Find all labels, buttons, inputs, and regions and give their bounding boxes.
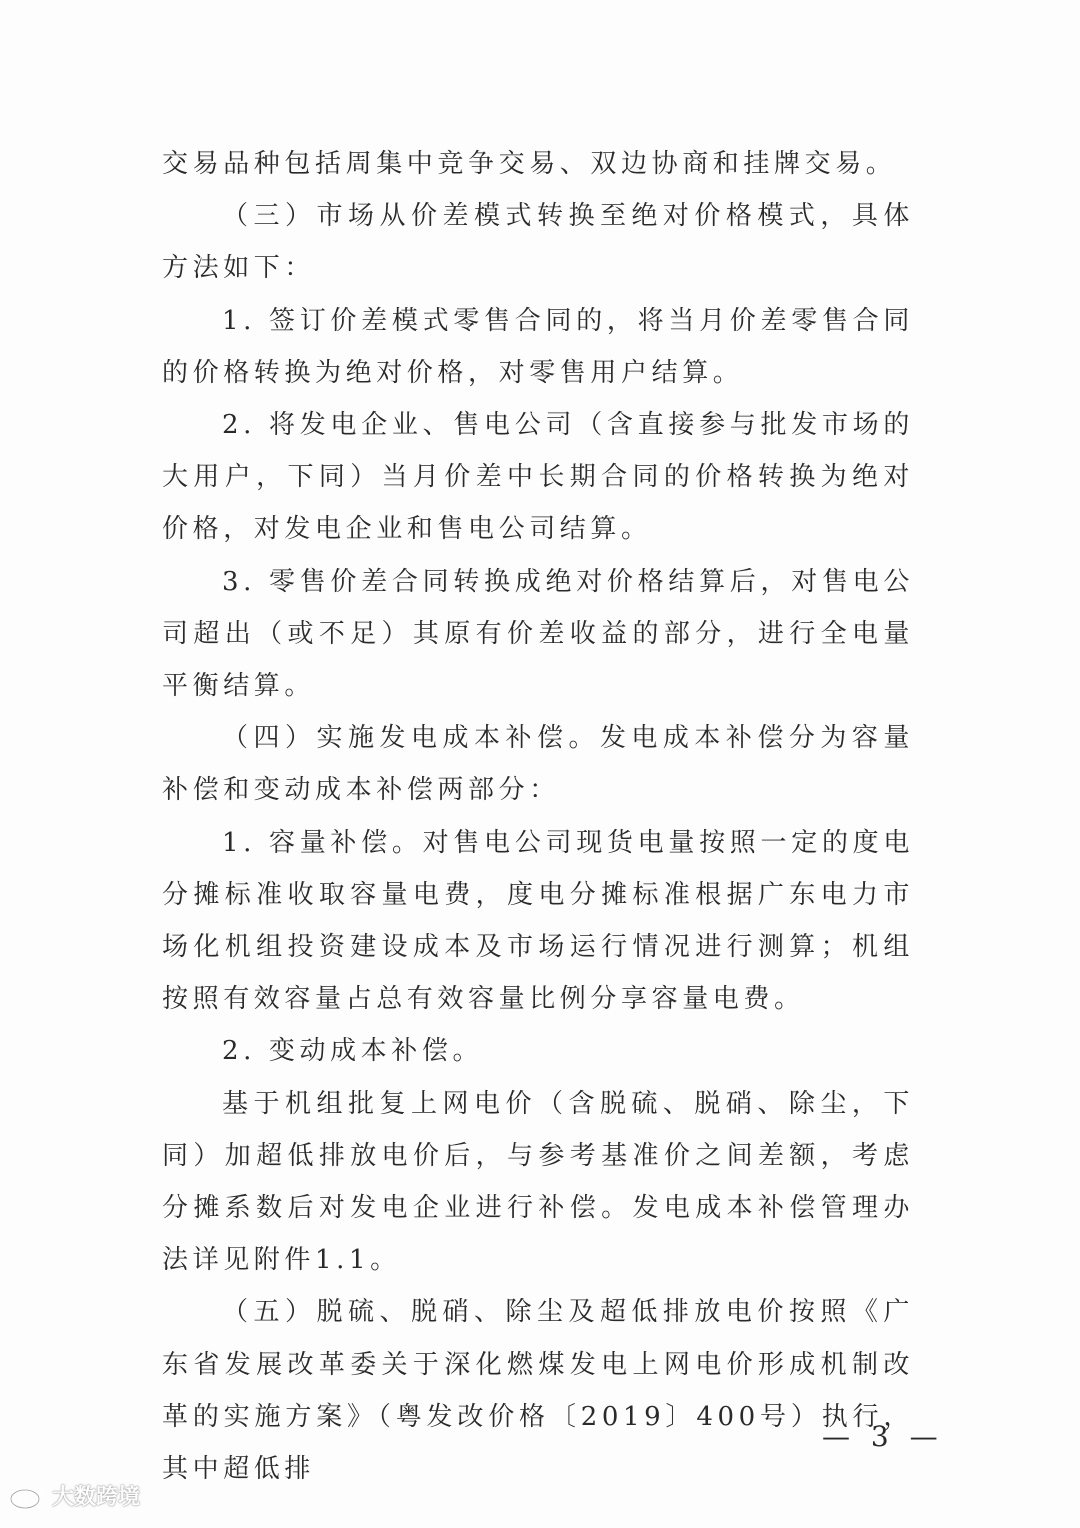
paragraph-section-4: （四）实施发电成本补偿。发电成本补偿分为容量补偿和变动成本补偿两部分： xyxy=(162,723,914,806)
paragraph-3-item-3: 3. 零售价差合同转换成绝对价格结算后，对售电公司超出（或不足）其原有价差收益的部分，进行全电量平衡结算。 xyxy=(162,566,914,702)
paragraph-section-3: （三）市场从价差模式转换至绝对价格模式，具体方法如下： xyxy=(162,201,914,284)
watermark-text: 大数跨境 xyxy=(52,1485,141,1510)
page-number: — 3 — xyxy=(822,1420,944,1453)
paragraph-4-item-1: 1. 容量补偿。对售电公司现货电量按照一定的度电分摊标准收取容量电费，度电分摊标准根据广东电力市场化机组投资建设成本及市场运行情况进行测算；机组按照有效容量占总有效容量比例分享容量电费。 xyxy=(162,827,914,1015)
paragraph-trade-types: 交易品种包括周集中竞争交易、双边协商和挂牌交易。 xyxy=(162,149,897,179)
paragraph-3-item-2: 2. 将发电企业、售电公司（含直接参与批发市场的大用户，下同）当月价差中长期合同的价格转换为绝对价格，对发电企业和售电公司结算。 xyxy=(162,410,914,545)
watermark xyxy=(8,1480,140,1511)
body-text xyxy=(162,138,914,1495)
weibo-logo-icon xyxy=(8,1482,48,1510)
paragraph-3-item-1: 1. 签订价差模式零售合同的，将当月价差零售合同的价格转换为绝对价格，对零售用户结算。 xyxy=(162,305,914,388)
paragraph-4-item-2: 2. 变动成本补偿。 xyxy=(222,1036,484,1067)
paragraph-4-item-2-detail: 基于机组批复上网电价（含脱硫、脱硝、除尘，下同）加超低排放电价后，与参考基准价之间差额，考虑分摊系数后对发电企业进行补偿。发电成本补偿管理办法详见附件1.1。 xyxy=(162,1088,914,1276)
paragraph-section-5: （五）脱硫、脱硝、除尘及超低排放电价按照《广东省发展改革委关于深化燃煤发电上网电价形成机制改革的实施方案》（粤发改价格〔2019〕400号）执行，其中超低排 xyxy=(162,1297,914,1485)
